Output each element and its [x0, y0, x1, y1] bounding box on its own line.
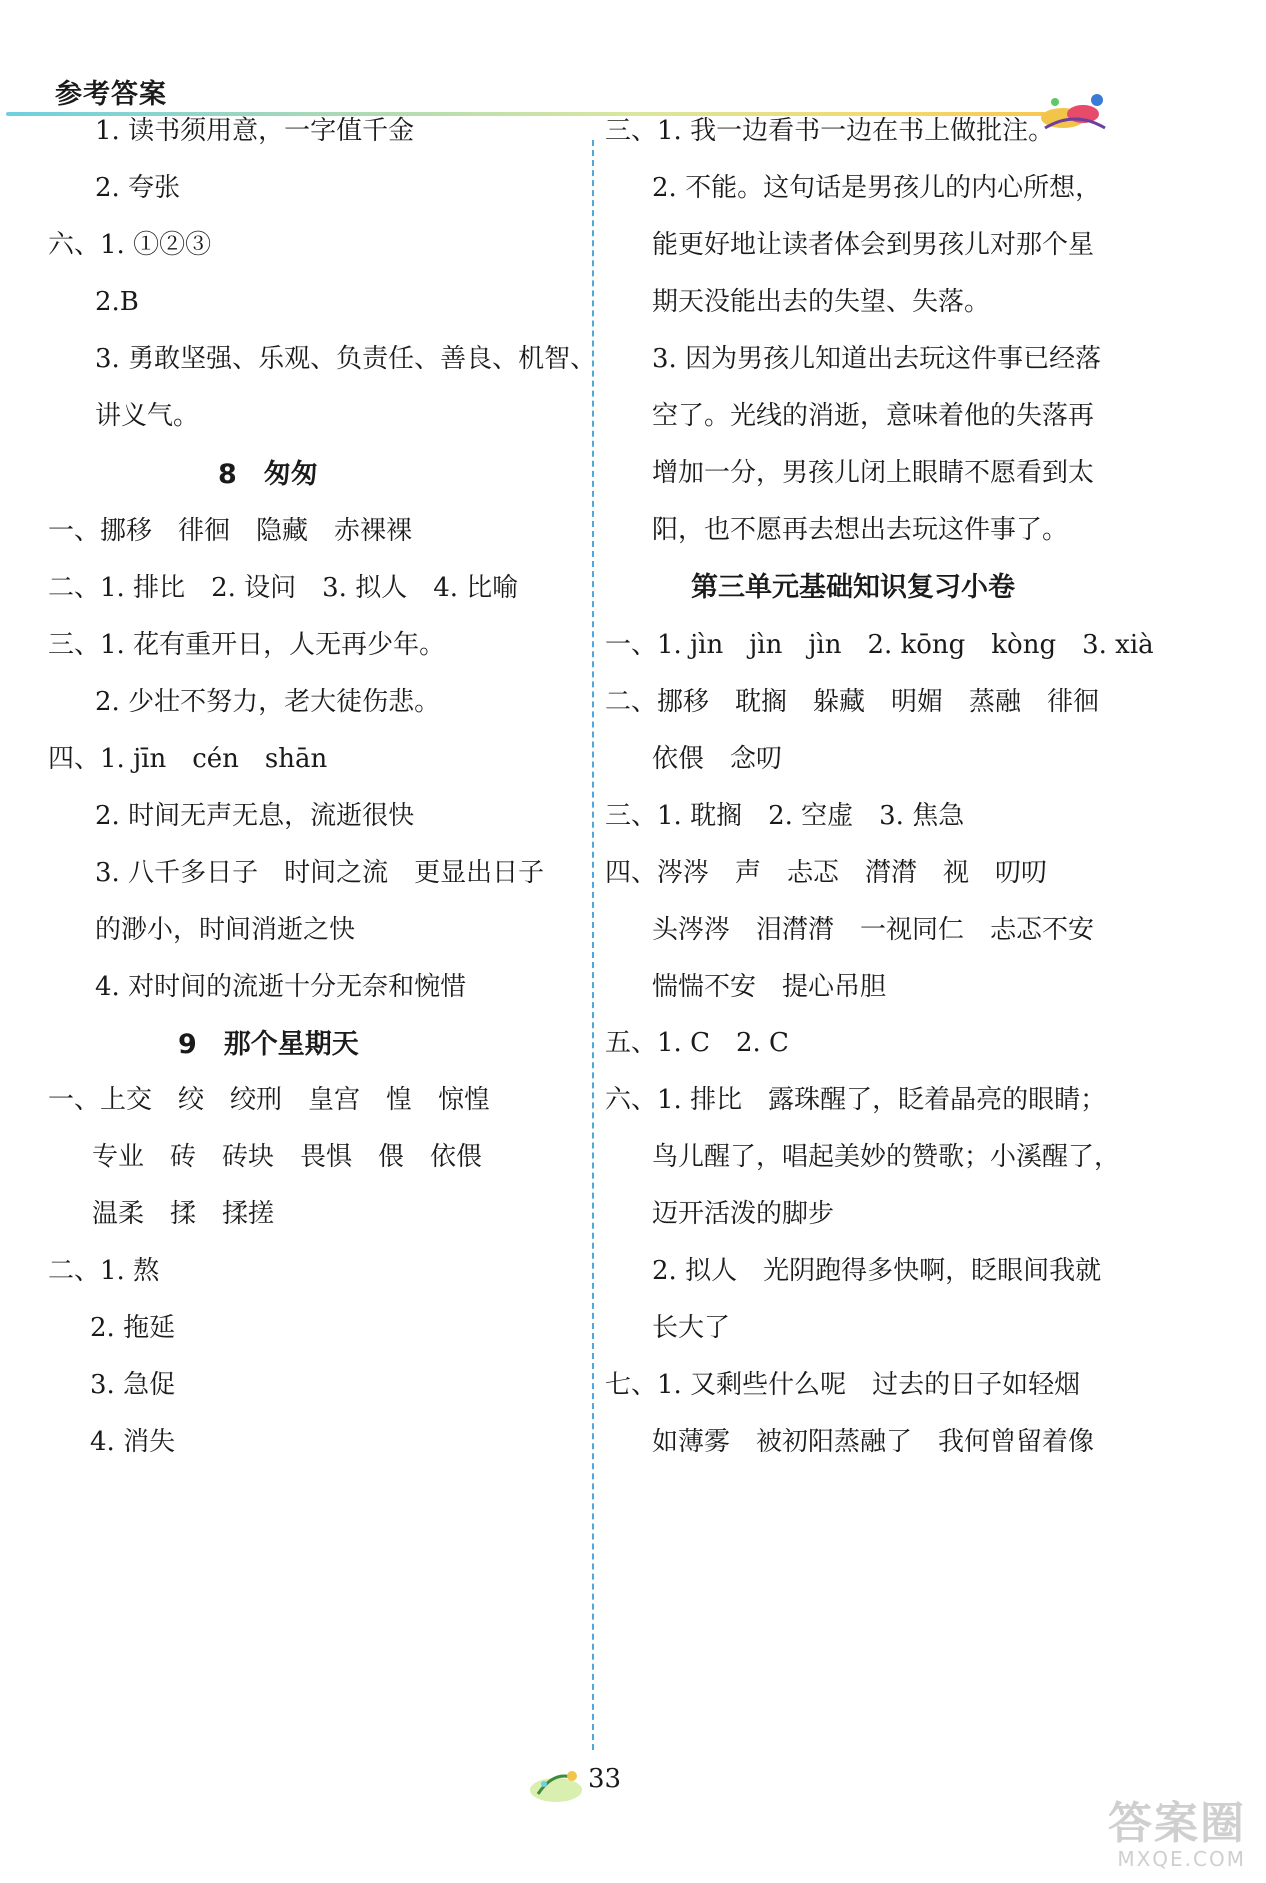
section-line: 六、1. ①②③: [48, 230, 212, 260]
section-line: 一、挪移 徘徊 隐藏 赤裸裸: [48, 516, 413, 546]
section-line: 七、1. 又剩些什么呢 过去的日子如轻烟: [605, 1370, 1081, 1400]
section-line: 二、1. 熬: [48, 1256, 160, 1286]
answer-line: 阳，也不愿再去想出去玩这件事了。: [652, 515, 1069, 545]
answer-line: 头涔涔 泪潸潸 一视同仁 忐忑不安: [652, 915, 1095, 945]
page-number: 33: [588, 1764, 622, 1794]
answer-line: 依偎 念叨: [652, 744, 783, 774]
answer-line: 4. 消失: [90, 1427, 176, 1457]
answer-line: 温柔 揉 揉搓: [92, 1199, 275, 1229]
column-divider: [592, 140, 594, 1750]
answer-line: 迈开活泼的脚步: [652, 1199, 835, 1229]
section-line: 四、涔涔 声 忐忑 潸潸 视 叨叨: [605, 858, 1048, 888]
page-footer: [528, 1752, 648, 1812]
section-line: 五、1. C 2. C: [605, 1028, 789, 1058]
answer-line: 2. 少壮不努力，老大徒伤悲。: [95, 687, 441, 717]
answer-line: 3. 因为男孩儿知道出去玩这件事已经落: [652, 344, 1102, 374]
section-line: 一、1. jìn jìn jìn 2. kōng kòng 3. xià: [605, 630, 1154, 660]
answer-line: 的渺小，时间消逝之快: [95, 915, 356, 945]
answer-line: 增加一分，男孩儿闭上眼睛不愿看到太: [652, 458, 1095, 488]
section-line: 三、1. 我一边看书一边在书上做批注。: [605, 116, 1055, 146]
section-line: 四、1. jīn cén shān: [48, 744, 328, 774]
answer-line: 鸟儿醒了，唱起美妙的赞歌；小溪醒了，: [652, 1142, 1121, 1172]
section-line: 二、1. 排比 2. 设问 3. 拟人 4. 比喻: [48, 573, 519, 603]
answer-line: 2.B: [95, 287, 139, 317]
answer-line: 2. 夸张: [95, 173, 181, 203]
answer-line: 3. 勇敢坚强、乐观、负责任、善良、机智、: [95, 344, 597, 374]
answer-line: 4. 对时间的流逝十分无奈和惋惜: [95, 972, 467, 1002]
answer-line: 惴惴不安 提心吊胆: [652, 972, 887, 1002]
answer-line: 2. 时间无声无息，流逝很快: [95, 801, 415, 831]
answer-line: 能更好地让读者体会到男孩儿对那个星: [652, 230, 1095, 260]
answer-line: 2. 拖延: [90, 1313, 176, 1343]
lesson-heading: 9 那个星期天: [178, 1029, 359, 1060]
watermark-url: MXQE.COM: [1117, 1847, 1246, 1871]
answer-line: 讲义气。: [95, 401, 200, 431]
answer-line: 长大了: [652, 1313, 731, 1343]
answer-line: 期天没能出去的失望、失落。: [652, 287, 991, 317]
answer-line: 2. 拟人 光阴跑得多快啊，眨眼间我就: [652, 1256, 1102, 1286]
section-line: 一、上交 绞 绞刑 皇宫 惶 惊惶: [48, 1085, 491, 1115]
answer-line: 专业 砖 砖块 畏惧 偎 依偎: [92, 1142, 483, 1172]
answer-line: 3. 急促: [90, 1370, 176, 1400]
watermark: [1108, 1798, 1246, 1871]
answer-line: 2. 不能。这句话是男孩儿的内心所想，: [652, 173, 1102, 203]
page-header-title: 参考答案: [55, 79, 167, 110]
section-line: 二、挪移 耽搁 躲藏 明媚 蒸融 徘徊: [605, 687, 1100, 717]
answer-line: 如薄雾 被初阳蒸融了 我何曾留着像: [652, 1427, 1095, 1457]
section-line: 六、1. 排比 露珠醒了，眨着晶亮的眼睛；: [605, 1085, 1107, 1115]
answer-line: 1. 读书须用意，一字值千金: [95, 116, 415, 146]
section-line: 三、1. 花有重开日，人无再少年。: [48, 630, 446, 660]
unit-review-heading: 第三单元基础知识复习小卷: [691, 572, 1015, 603]
watermark-logo-text: 答案圈: [1108, 1798, 1246, 1849]
answer-line: 空了。光线的消逝，意味着他的失落再: [652, 401, 1095, 431]
lesson-heading: 8 匆匆: [218, 459, 318, 490]
answer-line: 3. 八千多日子 时间之流 更显出日子: [95, 858, 545, 888]
footer-decoration-icon: [528, 1760, 584, 1806]
section-line: 三、1. 耽搁 2. 空虚 3. 焦急: [605, 801, 965, 831]
